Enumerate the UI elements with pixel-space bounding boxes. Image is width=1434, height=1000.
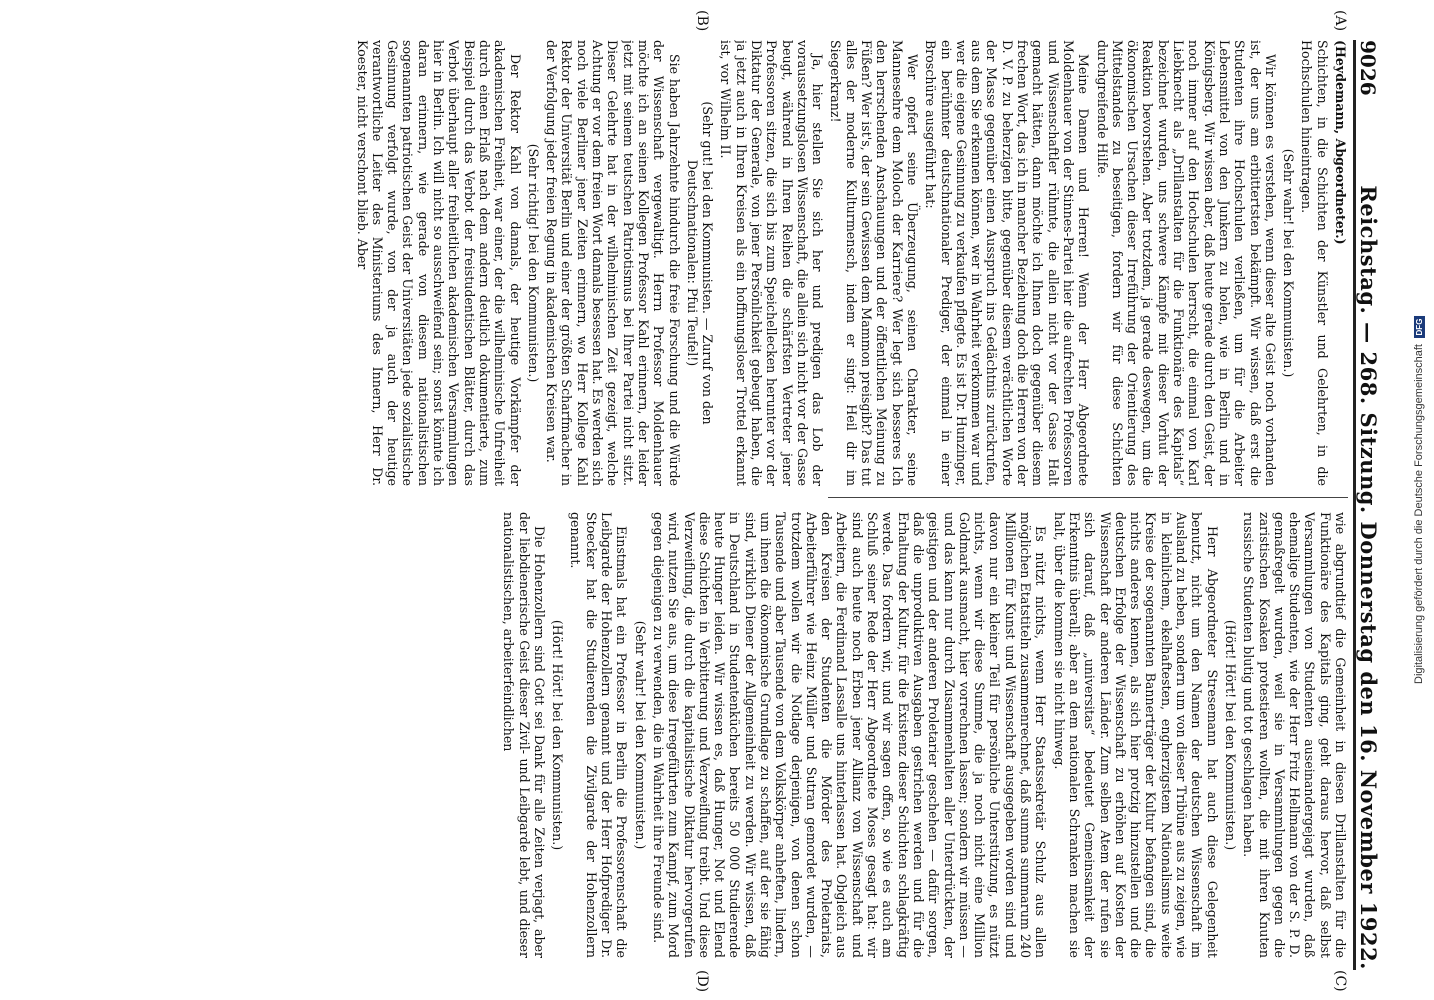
interjection: (Sehr wahr! bei den Kommunisten.) xyxy=(632,620,648,850)
speaker-line: (Heydemann, Abgeordneter.) xyxy=(1333,40,1348,245)
margin-mark-c: (C) xyxy=(1332,970,1348,992)
paragraph: Meine Damen und Herren! Wenn der Herr Abgeordnete Moldenhauer von der Stinnes-Partei hier die aufrechten Professoren und Wissenschaftler rühmte, die allein nicht vor der Gasse Halt gemacht hätten, dann möchte ich Ihnen doch gegenüber diesem frechen Wort, das ich in mancher Beziehung doch die Herren von der D. V. P. zu beherzigen bitte, gegenüber diesem verächtlichen Worte der Masse gegenüber einen Ausspruch ins Gedächtnis zurückrufen, aus dem Sie erkennen können, wer in Wahrheit verkommen war und wer die eigene Gesinnung zu verkaufen pflegte. Es ist Dr. Hunzinger, ein berühmter deutschnationaler Prediger, der einmal in einer Broschüre ausgeführt hat: xyxy=(923,40,1092,486)
margin-mark-b: (B) xyxy=(694,10,710,32)
left-column xyxy=(48,40,1348,486)
interjection: (Hört! Hört! bei den Kommunisten.) xyxy=(1222,619,1238,851)
page-title: Reichstag. — 268. Sitzung. Donnerstag den 16. November 1922. xyxy=(1356,185,1381,970)
interjection: (Hört! Hört! bei den Kommunisten.) xyxy=(550,619,566,851)
paragraph: Schichten, in die Schichten der Künstler und Gelehrten, in die Hochschulen hineintragen. xyxy=(1299,40,1330,486)
paragraph: Die Hohenzollern sind Gott sei Dank für alle Zeiten verjagt, aber der liebdienerische Geist dieser Zivil- und Leibgarde lebt, und dieser nationalistischen, arbeiterfeindlichen xyxy=(501,512,547,958)
paragraph: Einstmals hat ein Professor in Berlin die Professorenschaft die Leibgarde der Hohenzollern genannt und der Herr Hofprediger Dr. Stoecker hat die Studierenden die Zivilgarde der Hohenzollern genannt. xyxy=(568,512,630,958)
page-header xyxy=(1353,40,1390,970)
margin-mark-a: (A) xyxy=(1332,10,1348,32)
quotation: Wer opfert seine Überzeugung, seinen Charakter, seine Mannesehre dem Moloch der Karriere? Wer legt sich besseres Ich den herrschenden Anschauungen und der öffentlichen Meinung zu Füßen? Wer ist's, der sein Gewissen dem Mammon preisgibt? Das tut alles der moderne Kulturmensch, indem er singt: Heil dir im Siegerkranz! xyxy=(828,40,920,486)
paragraph: Ja, hier stellen Sie sich her und predigen das Lob der voraussetzungslosen Wissenschaft, die allein sich nicht vor der Gasse beugt, während in Ihren Reihen die schärfsten Vertreter jener Professoren sitzen, die sich bis zum Speichellecken herunter vor der Diktatur der Generale, von jener Persönlichkeit gebeugt haben, die ja jetzt auch in Ihren Kreisen als ein hoffnungsloser Trottel erkannt ist, vor Wilhelm II. xyxy=(718,40,826,486)
interjection: (Sehr richtig! bei den Kommunisten.) xyxy=(525,143,541,383)
digitization-credit xyxy=(1404,0,1434,1000)
paragraph: Der Rektor Kahl von damals, der heutige Vorkämpfer der akademischen Freiheit, war einer, der die wilhelminische Unfreiheit durch einen Erlaß nach dem andern deutlich dokumentierte, zum Beispiel durch das Verbot der freistudentischen Blätter, durch das Verbot überhaupt aller freiheitlichen akademischen Versammlungen hier in Berlin. Ich will nicht so ausschweifend sein; sonst könnte ich daran erinnern, wie gerade von diesem nationalistischen sogenannten patriotischen Geist der Universitäten jede sozialistische Gesinnung verfolgt wurde, von der ja auch der heutige verantwortliche Leiter des Ministeriums des Innern, Herr Dr. Koester, nicht verschont blieb. Aber xyxy=(354,40,523,486)
margin-mark-d: (D) xyxy=(694,970,710,993)
page-number: 9026 xyxy=(1356,40,1380,96)
column-divider xyxy=(828,497,1348,498)
paragraph: wie abgrundtief die Gemeinheit in diesen Drillanstalten für die Funktionäre des Kapitals ging, geht daraus hervor, daß selbst Versammlungen von Studenten auseinandergejagt wurden, daß ehemalige Studenten, wie der Herr Fritz Hellmann von der S. P. D. gemaßregelt wurden, weil sie in Versammlungen gegen die zaristischen Kosaken protestieren wollten, die mit ihren Knuten russische Studenten blutig und tot geschlagen haben. xyxy=(1241,512,1348,958)
dfg-logo-icon: DFG xyxy=(1414,316,1425,338)
right-column xyxy=(48,512,1348,958)
credit-text: Digitalisierung gefördert durch die Deutsche Forschungsgemeinschaft xyxy=(1413,344,1425,684)
paragraph: Sie haben Jahrzehnte hindurch die freie Forschung und die Würde der Wissenschaft vergewaltigt. Herrn Professor Moldenhauer möchte ich an seinen Kollegen Professor Kahl erinnern, der leider jetzt mit seinem teutschen Patriotismus bei Ihrer Partei nicht sitzt. Dieser Gelehrte hat in der wilhelminischen Zeit gezeigt, welche Achtung er vor dem freien Wort damals besessen hat. Es werden sich noch viele Berliner jener Zeiten erinnern, wo Herr Kollege Kahl Rektor der Universität Berlin und einer der größten Scharfmacher in der Verfolgung jeder freien Regung in akademischen Kreisen war. xyxy=(544,40,682,486)
paragraph: Herr Abgeordneter Stresemann hat auch diese Gelegenheit benutzt, nicht um den Namen der deutschen Wissenschaft im Ausland zu heben, sondern um von dieser Tribüne aus zu zeigen, wie in kleinlichem, ekelhaftesten, engherzigstem Nationalismus weite Kreise der sogenannten Bannerträger der Kultur befangen sind, die nichts anderes kennen, als sich hier protzig hinzustellen und die deutschen Erfolge der Wissenschaft zu erhöhen auf Kosten der Wissenschaft der anderen Länder. Zum selben Atem der rufen sie sich darauf, daß „universitas“ bedeutet Gemeinsamkeit der Erkenntnis überall; aber an dem nationalen Schranken machen sie halt, über die kommen sie nicht hinweg. xyxy=(1051,512,1220,958)
interjection: (Sehr gut! bei den Kommunisten. — Zuruf von den Deutschnationalen: Pfui Teufel!) xyxy=(684,101,716,425)
interjection: (Sehr wahr! bei den Kommunisten.) xyxy=(1281,148,1297,378)
paragraph: Es nützt nichts, wenn Herr Staatssekretär Schulz aus allen möglichen Etatstiteln zusammenrechnet, daß summa summarum 240 Millionen für Kunst und Wissenschaft ausgegeben worden sind und davon nur ein kleiner Teil für persönliche Unterstützung, es nützt nichts, wenn wir diese Summe, die ja noch nicht eine Million Goldmark ausmacht, hier vorrechnen lassen; sondern wir müssen — und das kann nur durch Zusammenhalten aller Unterdrückten, der geistigen und der anderen Proletarier geschehen — dafür sorgen, daß die unproduktiven Ausgaben gestrichen werden und für die Erhaltung der Kultur, für die Existenz dieser Schichten schlagkräftig werde. Das fordern wir, und wir sagen offen, so wie es auch am Schluß seiner Rede der Herr Abgeordnete Moses gesagt hat: wir sind auch heute noch Erben jener Allianz von Wissenschaft und Arbeitern, die Ferdinand Lassalle uns hinterlassen hat. Obgleich aus den Kreisen der Studenten die Mörder des Proletariats, Arbeiterführer wie Heinz Müller und Sutran gemordet wurden, — trotzdem wollen wir die Notlage derjenigen, von denen schon Tausende und aber Tausende von dem Volkskörper anheften, lindern, um ihnen die ökonomische Grundlage zu schaffen, auf der sie fähig sind, wirklich Diener der Allgemeinheit zu werden. Wir wissen, daß in Deutschland in Studentenküchen bereits 50 000 Studierende heute Hunger leiden. Wir wissen es, daß Hunger, Not und Elend diese Schichten in Verbitterung und Verzweiflung treibt. Und diese Verzweiflung, die durch die kapitalistische Diktatur hervorgerufen wird, nutzen Sie aus, um diese Irregeführten zum Kampf, zum Mord gegen diejenigen zu verwenden, die in Wahrheit ihre Freunde sind. xyxy=(650,512,1049,958)
paragraph: Wir können es verstehen, wenn dieser alte Geist noch vorhanden ist, der uns am erbittertsten bekämpft. Wir wissen, daß erst die Studenten ihre Hochschulen verließen, um für die Arbeiter Lebensmittel von den Junkern zu holen, wie in Berlin und in Königsberg. Wir wissen aber, daß heute gerade durch den Geist, der noch immer auf den Hochschulen herrscht, die einmal von Karl Liebknecht als „Drillanstalten für die Funktionäre des Kapitals“ bezeichnet wurden, uns schwere Kämpfe mit dieser Vorhut der Reaktion bevorstehen. Aber trotzdem, ja gerade deswegen, um die ökonomischen Ursachen dieser Irreführung der Orientierung des Mittelstandes zu beseitigen, fordern wir für diese Schichten durchgreifende Hilfe. xyxy=(1094,40,1278,486)
